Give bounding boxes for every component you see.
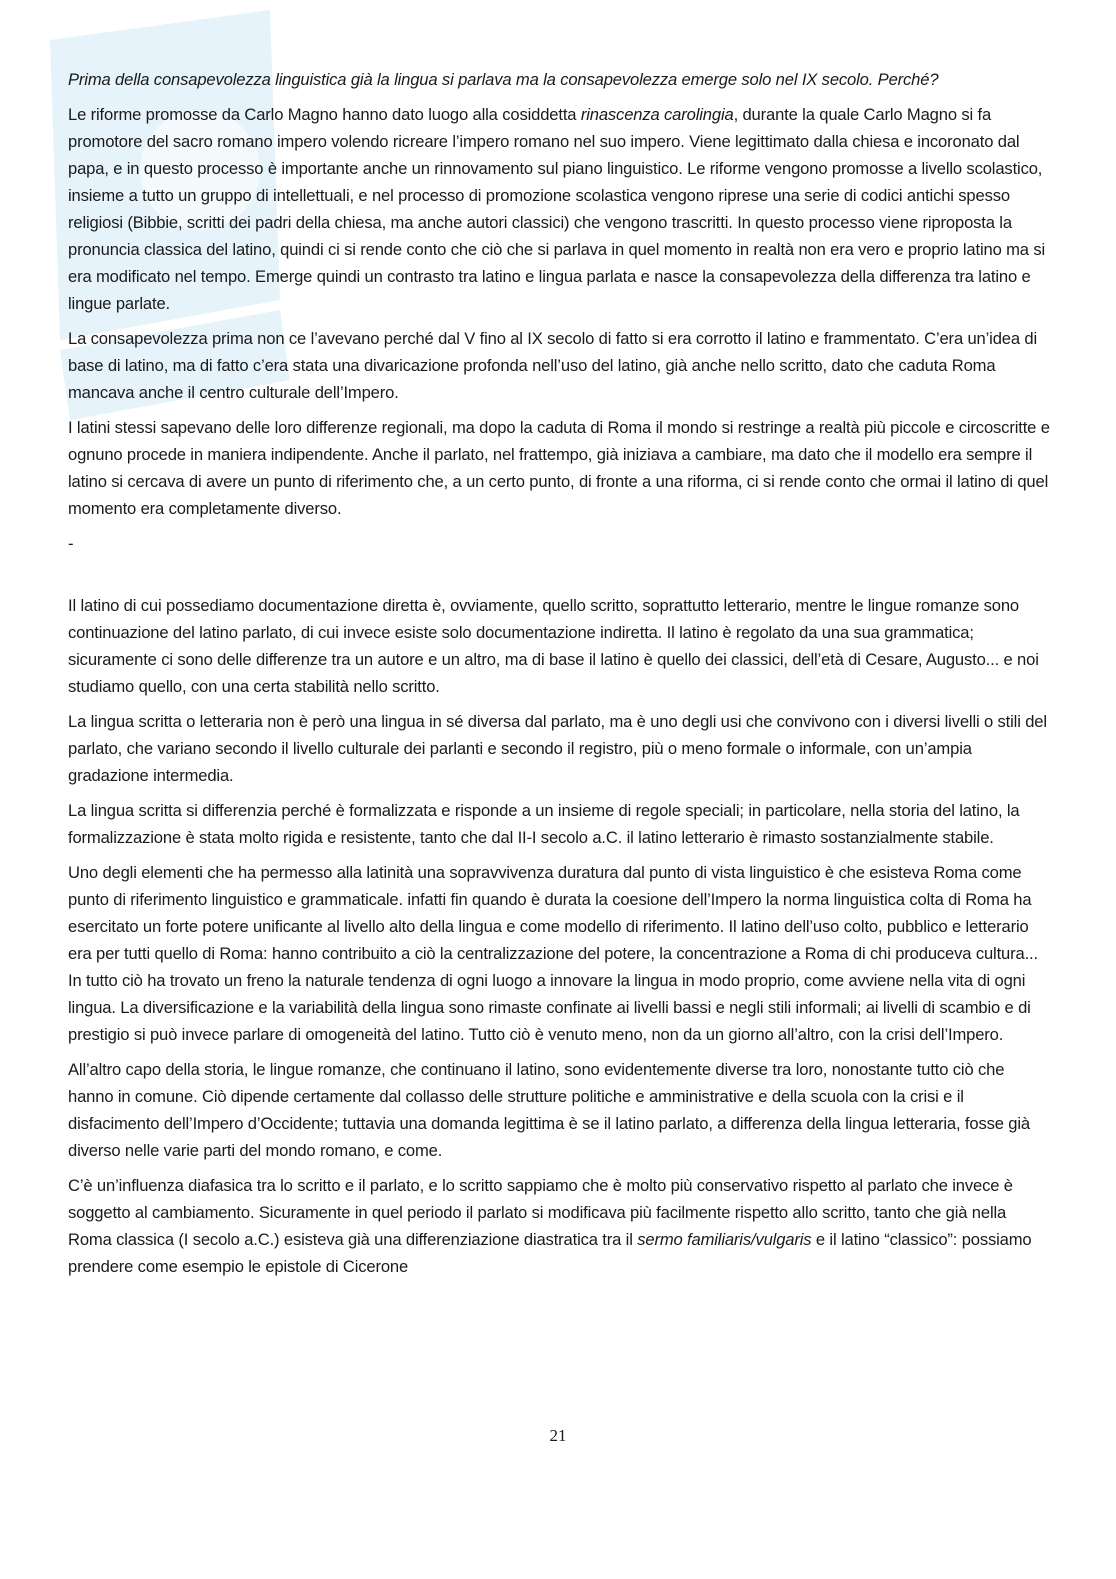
page-number: 21 [549,1426,567,1445]
italic-text: rinascenza carolingia [580,105,734,124]
document-body [68,66,1050,1288]
paragraph-text: Le riforme promosse da Carlo Magno hanno dato luogo alla cosiddetta [68,105,581,124]
paragraph-roma-riferimento [68,859,1050,1048]
paragraph-intro [68,66,1050,93]
paragraph-formalizzazione [68,797,1050,851]
paragraph-documentazione [68,592,1050,700]
paragraph-text: Il latino di cui possediamo documentazione diretta è, ovviamente, quello scritto, soprattutto letterario, mentre le lingue romanze sono continuazione del latino parlato, di cui invece esiste solo documentazione indiretta. Il latino è regolato da una sua grammatica; sicuramente ci sono delle differenze tra un autore e un altro, ma di base il latino è quello dei classici, dell’età di Cesare, Augusto... e noi studiamo quello, con una certa stabilità nello scritto. [68,596,1039,696]
paragraph-text: I latini stessi sapevano delle loro differenze regionali, ma dopo la caduta di Roma il mondo si restringe a realtà più piccole e circoscritte e ognuno procede in maniera indipendente. Anche il parlato, nel frattempo, già iniziava a cambiare, ma dato che il modello era sempre il latino si cercava di avere un punto di riferimento che, a un certo punto, di fronte a una riforma, ci si rende conto che ormai il latino di quel momento era completamente diverso. [68,418,1050,518]
paragraph-text: La consapevolezza prima non ce l’avevano perché dal V fino al IX secolo di fatto si era corrotto il latino e frammentato. C’era un’idea di base di latino, ma di fatto c’era stata una divaricazione profonda nell’uso del latino, già anche nello scritto, dato che caduta Roma mancava anche il centro culturale dell’Impero. [68,329,1038,402]
paragraph-text: e il latino “classico”: possiamo prendere come esempio le epistole di Cicerone [68,1230,1032,1276]
paragraph-diafasica [68,1172,1050,1280]
paragraph-text: La lingua scritta o letteraria non è però una lingua in sé diversa dal parlato, ma è uno degli usi che convivono con i diversi livelli o stili del parlato, che variano secondo il livello culturale dei parlanti e secondo il registro, più o meno formale o informale, con un’ampia gradazione intermedia. [68,712,1047,785]
paragraph-text: C’è un’influenza diafasica tra lo scritto e il parlato, e lo scritto sappiamo che è molto più conservativo rispetto al parlato che invece è soggetto al cambiamento. Sicuramente in quel periodo il parlato si modificava più facilmente rispetto allo scritto, tanto che già nella Roma classica (I secolo a.C.) esisteva già una differenziazione diastratica tra il [68,1176,1013,1249]
paragraph-lingua-scritta [68,708,1050,789]
paragraph-lingue-romanze [68,1056,1050,1164]
paragraph-text: All’altro capo della storia, le lingue romanze, che continuano il latino, sono evidentemente diverse tra loro, nonostante tutto ciò che hanno in comune. Ciò dipende certamente dal collasso delle strutture politiche e amministrative e della scuola con la crisi e il disfacimento dell’Impero d’Occidente; tuttavia una domanda legittima è se il latino parlato, a differenza della lingua letteraria, fosse già diverso nelle varie parti del mondo romano, e come. [68,1060,1030,1160]
paragraph-riforme [68,101,1050,317]
paragraph-latini-stessi [68,414,1050,522]
paragraph-text: La lingua scritta si differenzia perché è formalizzata e risponde a un insieme di regole speciali; in particolare, nella storia del latino, la formalizzazione è stata molto rigida e resistente, tanto che dal II-I secolo a.C. il latino letterario è rimasto sostanzialmente stabile. [68,801,1020,847]
paragraph-text: , durante la quale Carlo Magno si fa promotore del sacro romano impero volendo ricreare l’impero romano nel suo impero. Viene legittimato dalla chiesa e incoronato dal papa, e in questo processo è importante anche un rinnovamento sul piano linguistico. Le riforme vengono promosse a livello scolastico, insieme a tutto un gruppo di intellettuali, e nel processo di promozione scolastica vengono riprese una serie di codici antichi spesso religiosi (Bibbie, scritti dei padri della chiesa, ma anche autori classici) che vengono trascritti. In questo processo viene riproposta la pronuncia classica del latino, quindi ci si rende conto che ciò che si parlava in quel momento in realtà non era vero e proprio latino ma si era modificato nel tempo. Emerge quindi un contrasto tra latino e lingua parlata e nasce la consapevolezza della differenza tra latino e lingue parlate. [68,105,1046,313]
section-separator: - [68,534,74,553]
italic-text: Prima della consapevolezza linguistica già la lingua si parlava ma la consapevolezza emerge solo nel IX secolo. Perché? [68,70,939,89]
paragraph-text: Uno degli elementi che ha permesso alla latinità una sopravvivenza duratura dal punto di vista linguistico è che esisteva Roma come punto di riferimento linguistico e grammaticale. infatti fin quando è durata la coesione dell’Impero la norma linguistica colta di Roma ha esercitato un forte potere unificante al livello alto della lingua e come modello di riferimento. Il latino dell’uso colto, pubblico e letterario era per tutti quello di Roma: hanno contribuito a ciò la centralizzazione del potere, la concentrazione a Roma di chi produceva cultura... In tutto ciò ha trovato un freno la naturale tendenza di ogni luogo a innovare la lingua in modo proprio, come avviene nella vita di ogni lingua. La diversificazione e la variabilità della lingua sono rimaste confinate ai livelli bassi e negli stili informali; ai livelli di scambio e di prestigio si può invece parlare di omogeneità del latino. Tutto ciò è venuto meno, non da un giorno all’altro, con la crisi dell’Impero. [68,863,1038,1044]
italic-text: sermo familiaris/vulgaris [637,1230,812,1249]
paragraph-consapevolezza [68,325,1050,406]
